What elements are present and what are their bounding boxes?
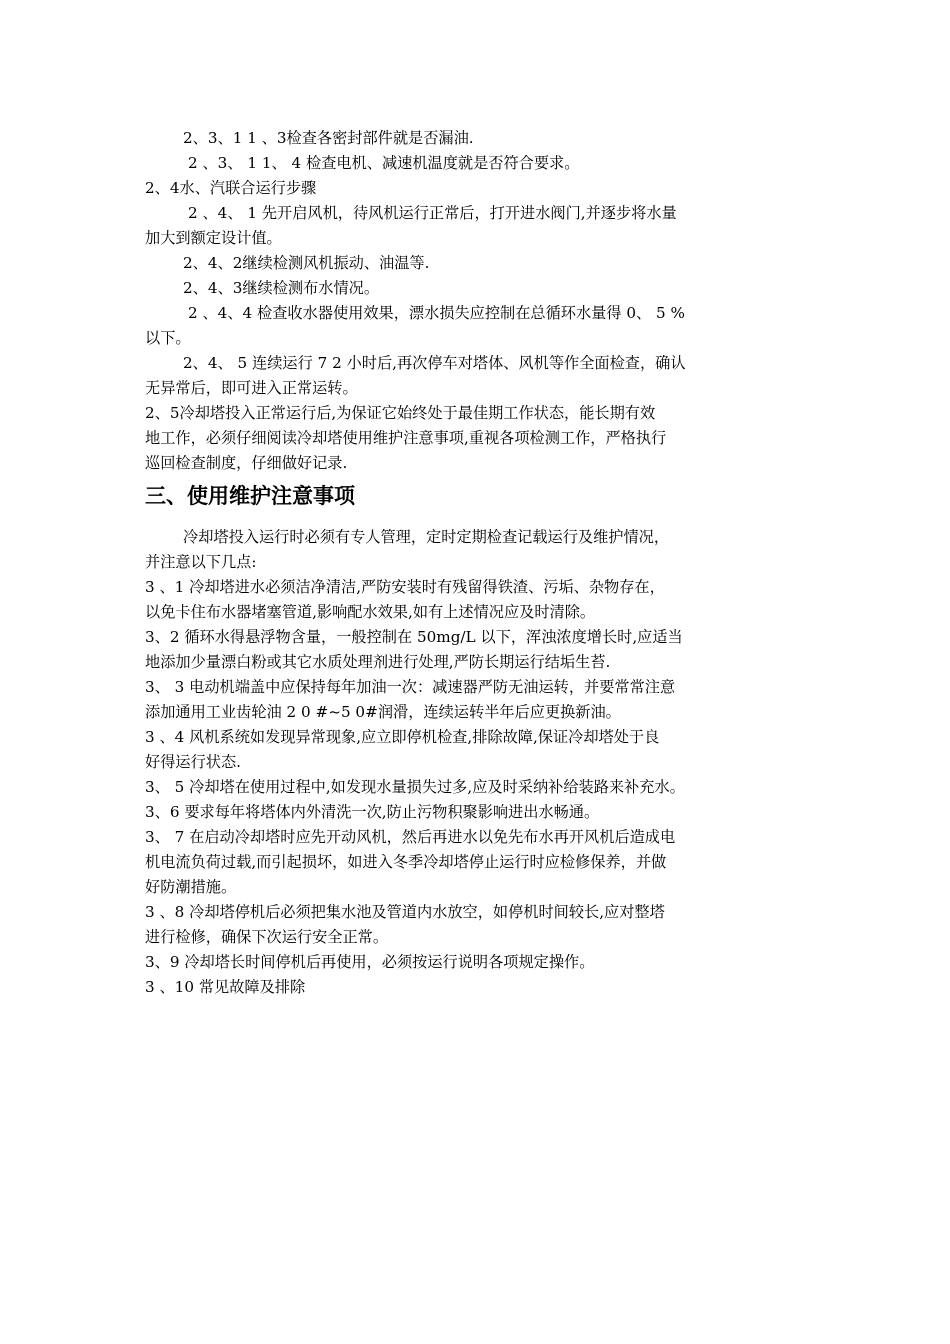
text-line-2-3-11-4: 2 、3、 1 1、 4 检查电机、减速机温度就是否符合要求。 bbox=[188, 154, 580, 172]
text-line-2-4-3: 2、4、3继续检测布水情况。 bbox=[183, 279, 380, 297]
text-line-2-4-2: 2、4、2继续检测风机振动、油温等. bbox=[183, 254, 430, 272]
text-line-2-4-1-cont: 加大到额定设计值。 bbox=[145, 229, 282, 247]
text-line-3-10: 3 、10 常见故障及排除 bbox=[145, 978, 306, 996]
text-line-3-3: 3、 3 电动机端盖中应保持每年加油一次：减速器严防无油运转，并要常常注意 bbox=[145, 678, 676, 696]
text-line-3-intro-cont: 并注意以下几点: bbox=[145, 553, 257, 571]
text-line-2-5-cont1: 地工作，必须仔细阅读冷却塔使用维护注意事项,重视各项检测工作，严格执行 bbox=[145, 429, 667, 447]
text-line-3-6: 3、6 要求每年将塔体内外清洗一次,防止污物积聚影响进出水畅通。 bbox=[145, 803, 600, 821]
text-line-3-8: 3 、8 冷却塔停机后必须把集水池及管道内水放空，如停机时间较长,应对整塔 bbox=[145, 903, 665, 921]
section-heading: 三、使用维护注意事项 bbox=[145, 484, 355, 508]
text-line-2-4-4-cont: 以下。 bbox=[145, 329, 191, 347]
text-line-3-7-cont1: 机电流负荷过载,而引起损坏，如进入冬季冷却塔停止运行时应检修保养，并做 bbox=[145, 853, 667, 871]
text-line-3-8-cont: 进行检修，确保下次运行安全正常。 bbox=[145, 928, 388, 946]
text-line-2-5: 2、5冷却塔投入正常运行后,为保证它始终处于最佳期工作状态，能长期有效 bbox=[145, 404, 656, 422]
text-line-2-5-cont2: 巡回检查制度，仔细做好记录. bbox=[145, 454, 348, 472]
text-line-2-4-5: 2、4、 5 连续运行 7 2 小时后,再次停车对塔体、风机等作全面检查，确认 bbox=[183, 354, 686, 372]
text-line-3-7: 3、 7 在启动冷却塔时应先开动风机，然后再进水以免先布水再开风机后造成电 bbox=[145, 828, 676, 846]
text-line-3-3-cont: 添加通用工业齿轮油 2 0 #~5 0#润滑，连续运转半年后应更换新油。 bbox=[145, 703, 621, 721]
text-line-3-intro: 冷却塔投入运行时必须有专人管理，定时定期检查记载运行及维护情况， bbox=[183, 528, 669, 546]
text-line-3-9: 3、9 冷却塔长时间停机后再使用，必须按运行说明各项规定操作。 bbox=[145, 953, 595, 971]
text-line-3-4-cont: 好得运行状态. bbox=[145, 753, 241, 771]
text-line-3-2-cont: 地添加少量漂白粉或其它水质处理剂进行处理,严防长期运行结垢生苔. bbox=[145, 653, 611, 671]
text-line-3-1-cont: 以免卡住布水器堵塞管道,影响配水效果,如有上述情况应及时清除。 bbox=[145, 603, 596, 621]
text-line-2-4-title: 2、4水、汽联合运行步骤 bbox=[145, 179, 317, 197]
text-line-3-2: 3、2 循环水得悬浮物含量，一般控制在 50mg/L 以下，浑浊浓度增长时,应适当 bbox=[145, 628, 683, 646]
text-line-2-4-5-cont: 无异常后，即可进入正常运转。 bbox=[145, 379, 358, 397]
text-line-2-4-4: 2 、4、4 检查收水器使用效果，漂水损失应控制在总循环水量得 0、 5 % bbox=[188, 304, 685, 322]
text-line-2-3-11-3: 2、3、1 1 、3检查各密封部件就是否漏油. bbox=[183, 129, 474, 147]
text-line-2-4-1: 2 、4、 1 先开启风机，待风机运行正常后，打开进水阀门,并逐步将水量 bbox=[188, 204, 677, 222]
text-line-3-5: 3、 5 冷却塔在使用过程中,如发现水量损失过多,应及时采纳补给装路来补充水。 bbox=[145, 778, 685, 796]
text-line-3-4: 3 、4 风机系统如发现异常现象,应立即停机检查,排除故障,保证冷却塔处于良 bbox=[145, 728, 660, 746]
text-line-3-7-cont2: 好防潮措施。 bbox=[145, 878, 237, 896]
text-line-3-1: 3 、1 冷却塔进水必须洁净清洁,严防安装时有残留得铁渣、污垢、杂物存在， bbox=[145, 578, 665, 596]
